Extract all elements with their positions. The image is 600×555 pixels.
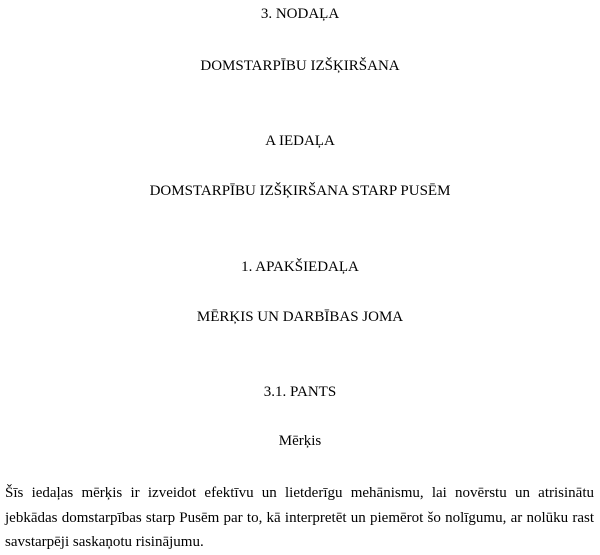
- section-heading: A IEDAĻA: [265, 133, 335, 149]
- chapter-title: DOMSTARPĪBU IZŠĶIRŠANA: [200, 58, 400, 74]
- article-title: Mērķis: [278, 433, 322, 449]
- section-title: DOMSTARPĪBU IZŠĶIRŠANA STARP PUSĒM: [149, 183, 451, 199]
- subsection-heading: 1. APAKŠIEDAĻA: [241, 259, 359, 275]
- article-paragraph: Šīs iedaļas mērķis ir izveidot efektīvu un lietderīgu mehānismu, lai novērstu un atrisinātu jebkādas domstarpības starp Pusēm par to, kā interpretēt un piemērot šo nolīgumu, ar nolūku rast savstarpēji saskaņotu risinājumu.: [5, 485, 594, 550]
- article-heading: 3.1. PANTS: [263, 384, 337, 400]
- subsection-title: MĒRĶIS UN DARBĪBAS JOMA: [196, 309, 404, 325]
- chapter-heading: 3. NODAĻA: [260, 6, 340, 22]
